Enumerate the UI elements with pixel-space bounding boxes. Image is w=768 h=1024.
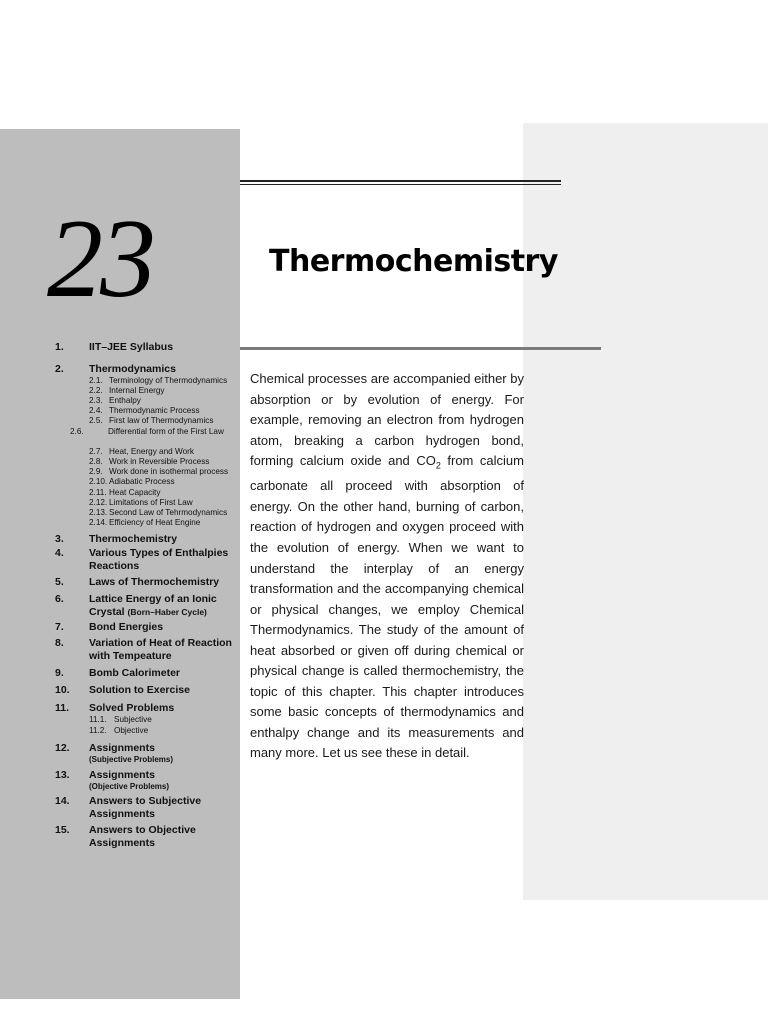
toc-subitem: 2.10. Adiabatic Process: [89, 477, 175, 486]
toc-item-label-note: (Born–Haber Cycle): [127, 607, 207, 617]
title-rule-bottom: [240, 347, 601, 350]
toc-subitem: 2.13. Second Law of Tehrmodynamics: [89, 508, 228, 517]
toc-item-label: Answers to Objective Assignments: [89, 824, 196, 849]
toc-number: 3.: [55, 533, 64, 545]
toc-number: 13.: [55, 769, 70, 781]
toc-subitem: 2.1. Terminology of Thermodynamics: [89, 376, 228, 385]
toc-subitem: 11.2. Objective: [89, 726, 149, 735]
toc-item-label: Laws of Thermochemistry: [89, 576, 220, 588]
title-rule-top: [240, 180, 561, 182]
toc-item-label: Thermochemistry: [89, 533, 178, 545]
toc-number: 6.: [55, 593, 64, 605]
toc-number: 14.: [55, 795, 70, 807]
toc-item-label: Lattice Energy of an Ionic Crystal (Born–Haber Cycle): [89, 593, 217, 618]
toc-item-label: IIT–JEE Syllabus: [89, 341, 174, 353]
toc-subitem: 2.12. Limitations of First Law: [89, 498, 193, 507]
toc-subitem: 2.3. Enthalpy: [89, 396, 141, 405]
toc-item-note: (Subjective Problems): [89, 755, 174, 764]
toc-item-label: Solved Problems: [89, 702, 175, 714]
right-margin-panel: [523, 123, 768, 900]
toc-number: 1.: [55, 341, 64, 353]
toc-number: 11.: [55, 702, 70, 714]
toc-item-label: Answers to Subjective Assignments: [89, 795, 202, 820]
toc-number: 7.: [55, 621, 64, 633]
toc-item-label: Solution to Exercise: [89, 684, 190, 696]
toc-subitem: 2.9. Work done in isothermal process: [89, 467, 229, 476]
toc-number: 10.: [55, 684, 70, 696]
toc-number: 15.: [55, 824, 70, 836]
toc-subitem: 2.11. Heat Capacity: [89, 488, 161, 497]
chapter-number: 23: [47, 197, 153, 321]
toc-item-label: Thermodynamics: [89, 363, 176, 375]
toc-subitem: 2.8. Work in Reversible Process: [89, 457, 210, 466]
toc-number: 5.: [55, 576, 64, 588]
toc-subitem: 2.4. Thermodynamic Process: [89, 406, 200, 415]
toc-item-label: Assignments: [89, 769, 155, 781]
toc-subitem: 2.7. Heat, Energy and Work: [89, 447, 194, 456]
toc-subitem: 2.2. Internal Energy: [89, 386, 165, 395]
toc-item-label: Assignments: [89, 742, 155, 754]
toc-item-note: (Objective Problems): [89, 782, 170, 791]
toc-item-label: Bomb Calorimeter: [89, 667, 181, 679]
toc-subitem: 2.5. First law of Thermodynamics: [89, 416, 214, 425]
toc-subitem: 2.6. Differential form of the First Law: [70, 427, 224, 436]
toc-number: 9.: [55, 667, 64, 679]
toc-number: 4.: [55, 547, 64, 559]
title-rule-top-thin: [240, 184, 561, 185]
table-of-contents: [0, 0, 240, 1024]
toc-number: 12.: [55, 742, 70, 754]
toc-item-label: Various Types of Enthalpies Reactions: [89, 547, 229, 572]
toc-subitem: 11.1. Subjective: [89, 715, 152, 724]
toc-subitem: 2.14. Efficiency of Heat Engine: [89, 518, 201, 527]
toc-number: 8.: [55, 637, 64, 649]
intro-paragraph: Chemical processes are accompanied either by absorption or by evolution of energy. For example, removing an electron from hydrogen atom, breaking a carbon hydrogen bond, forming calcium oxide and $CO_2$ from calcium carbonate all proceed with absorption of energy. On the other hand, burning of carbon, reaction of hydrogen and oxygen proceed with the evolution of energy. When we want to understand the interplay of an energy transformation and the accompanying chemical or physical changes, we employ Chemical Thermodynamics. The study of the amount of heat absorbed or given off during chemical or physical change is called thermochemistry, the topic of this chapter. This chapter introduces some basic concepts of thermodynamics and enthalpy change and its measurements and many more. Let us see these in detail.: [250, 371, 524, 761]
toc-number: 2.: [55, 363, 64, 375]
chapter-title: Thermochemistry: [269, 244, 558, 279]
toc-item-label: Bond Energies: [89, 621, 164, 633]
toc-item-label: Variation of Heat of Reaction with Tempeature: [89, 637, 232, 662]
